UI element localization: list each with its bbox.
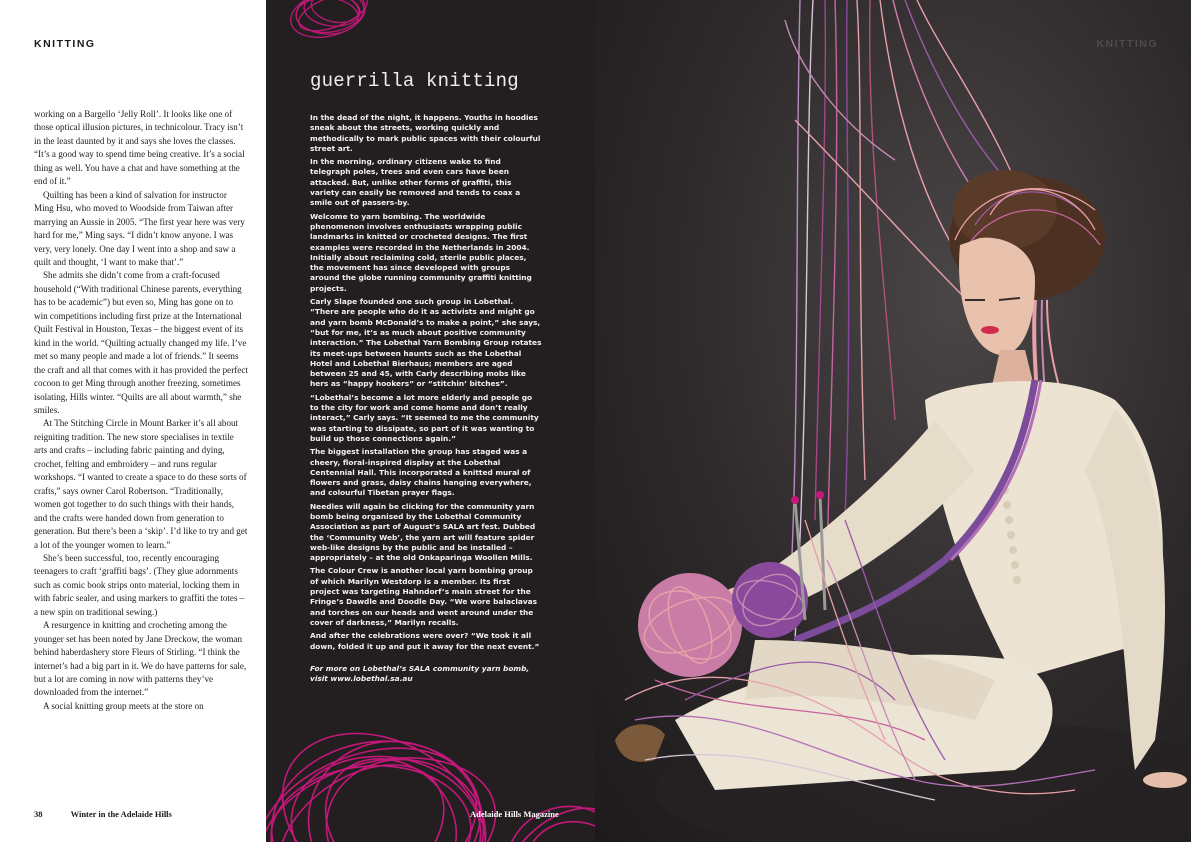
- footer-issue-title: Winter in the Adelaide Hills: [70, 809, 172, 819]
- page-number: 38: [34, 809, 43, 819]
- article-paragraph: The biggest installation the group has staged was a cheery, floral-inspired display at the Lobethal Centennial Hall. This incorporated a knitted mural of flowers and grass, daisy chains hanging everywhere, and colourful Tibetan prayer flags.: [310, 447, 532, 498]
- footer-publication-name: Adelaide Hills Magazine: [470, 809, 559, 819]
- article-paragraph: Quilting has been a kind of salvation for instructor Ming Hsu, who moved to Woodside from Taiwan after marrying an Aussie in 2005. “The first year here was very hard for me,” Ming says. “I didn’t know anyone. I was very, very lonely. One day I went into a shop and saw a quilt and thought, ‘I want to make that’.”: [34, 189, 245, 267]
- article-paragraph: The Colour Crew is another local yarn bombing group of which Marilyn Westdorp is a member. Its first project was targeting Hahndorf’s main street for the Fringe’s Dawdle and Doodle Day. “We wore balaclavas and torches on our heads and went around under the cover of darkness,” Marilyn recalls.: [310, 566, 538, 627]
- article-paragraph: Carly Slape founded one such group in Lobethal. “There are people who do it as activists and might go and yarn bomb McDonald’s to make a point,” she says, “but for me, it’s as much about positive community interaction.” The Lobethal Yarn Bombing Group rotates its meet-ups between haunts such as the Lobethal Hotel and Lobethal Bierhaus; members are aged between 25 and 45, with Carly describing mobs like hers as “happy hookers” or “stitchin’ bitches”.: [310, 297, 542, 389]
- article-paragraph: Welcome to yarn bombing. The worldwide phenomenon involves enthusiasts wrapping public landmarks in knitted or crocheted designs. The first examples were recorded in the Netherlands in 2004. Initially about reclaiming cold, sterile public places, the movement has since developed with groups around the globe running community graffiti knitting projects.: [310, 211, 532, 293]
- article-paragraph: She admits she didn’t come from a craft-focused household (“With traditional Chinese parents, everything has to be academic”) but even so, Ming has gone on to win competitions including first prize at the International Quilt Festival in Houston, Texas – the biggest event of its kind in the world. “Quilting actually changed my life. I’ve met so many people and made a lot of friends.” It seems the craft and all that comes with it has provided the perfect cocoon to get Ming through another freezing, sometimes isolating, Hills winter. “Quilts are all about warmth,” she smiles.: [34, 270, 248, 415]
- article-paragraph: “Lobethal’s become a lot more elderly and people go to the city for work and come home and don’t really interact,” Carly says. “It seemed to me the community was starting to dissipate, so part of it was wanting to build up those connections again.”: [310, 392, 539, 443]
- article-paragraph: In the dead of the night, it happens. Youths in hoodies sneak about the streets, working quickly and methodically to mark public spaces with their colourful street art.: [310, 113, 541, 153]
- article-paragraph: And after the celebrations were over? “We took it all down, folded it up and put it away for the next event.”: [310, 631, 540, 651]
- article-paragraph: Needles will again be clicking for the community yarn bomb being organised by the Lobethal Community Association as part of August’s SALA art fest. Dubbed the ‘Community Web’, the yarn art will feature spider web-like designs by the public and be installed – appropriately – at the old Onkaparinga Woollen Mills.: [310, 501, 536, 563]
- photo-section-label: KNITTING: [1096, 38, 1158, 50]
- photo-illustration: [595, 0, 1191, 842]
- article-paragraph: working on a Bargello ‘Jelly Roll’. It looks like one of those optical illusion pictures, in technicolour. Tracy isn’t in the least daunted by it and says she loves the classes. “It’s a good way to spend time being creative. It’s a social thing as well. You have a chat and have something at the end of it.”: [34, 109, 245, 187]
- left-page: [0, 0, 266, 842]
- article-paragraph: In the morning, ordinary citizens wake to find telegraph poles, trees and even cars have been attacked. But, unlike other forms of graffiti, this variety can easily be removed and tends to coax a smile out of passers-by.: [310, 157, 521, 208]
- yarn-scribble-bottom: [266, 712, 595, 842]
- article-paragraph: She’s been successful, too, recently encouraging teenagers to craft ‘graffiti bags’. (They glue adornments such as comic book strips onto material, locking them in with fabric sealer, and using markers to graffiti the totes – a new spin on traditional sewing.): [34, 552, 245, 617]
- feature-title: guerrilla knitting: [310, 70, 519, 92]
- sidebar-panel: [266, 0, 595, 842]
- feature-photo: [595, 0, 1191, 842]
- sidebar-article-column: [310, 113, 542, 687]
- article-paragraph: A social knitting group meets at the store on: [43, 700, 204, 711]
- article-paragraph: A resurgence in knitting and crocheting among the younger set has been noted by Jane Dreckow, the woman behind haberdashery store Fleurs of Stirling. “I think the internet’s had a big part in it. We do have patterns for sale, but a lot are coming in now with patterns they’ve downloaded from the internet.”: [34, 620, 247, 698]
- yarn-scribble-top: [280, 0, 390, 44]
- section-label: KNITTING: [34, 38, 96, 50]
- left-article-column: [34, 108, 248, 713]
- article-credit: For more on Lobethal’s SALA community yarn bomb, visit www.lobethal.sa.au: [310, 663, 530, 684]
- article-paragraph: At The Stitching Circle in Mount Barker it’s all about reigniting tradition. The new store specialises in textile arts and crafts – including fabric painting and dying, crochet, felting and embroidery – and runs regular workshops. “I wanted to create a space to do these sorts of crafts,” says owner Carol Robertson. “Traditionally, women got together to do such things with their hands, and the crafts were handed down from generation to generation. But there’s been a ‘skip’. I’d like to try and get a lot of the younger women to learn.”: [34, 418, 248, 550]
- left-footer: [34, 809, 172, 819]
